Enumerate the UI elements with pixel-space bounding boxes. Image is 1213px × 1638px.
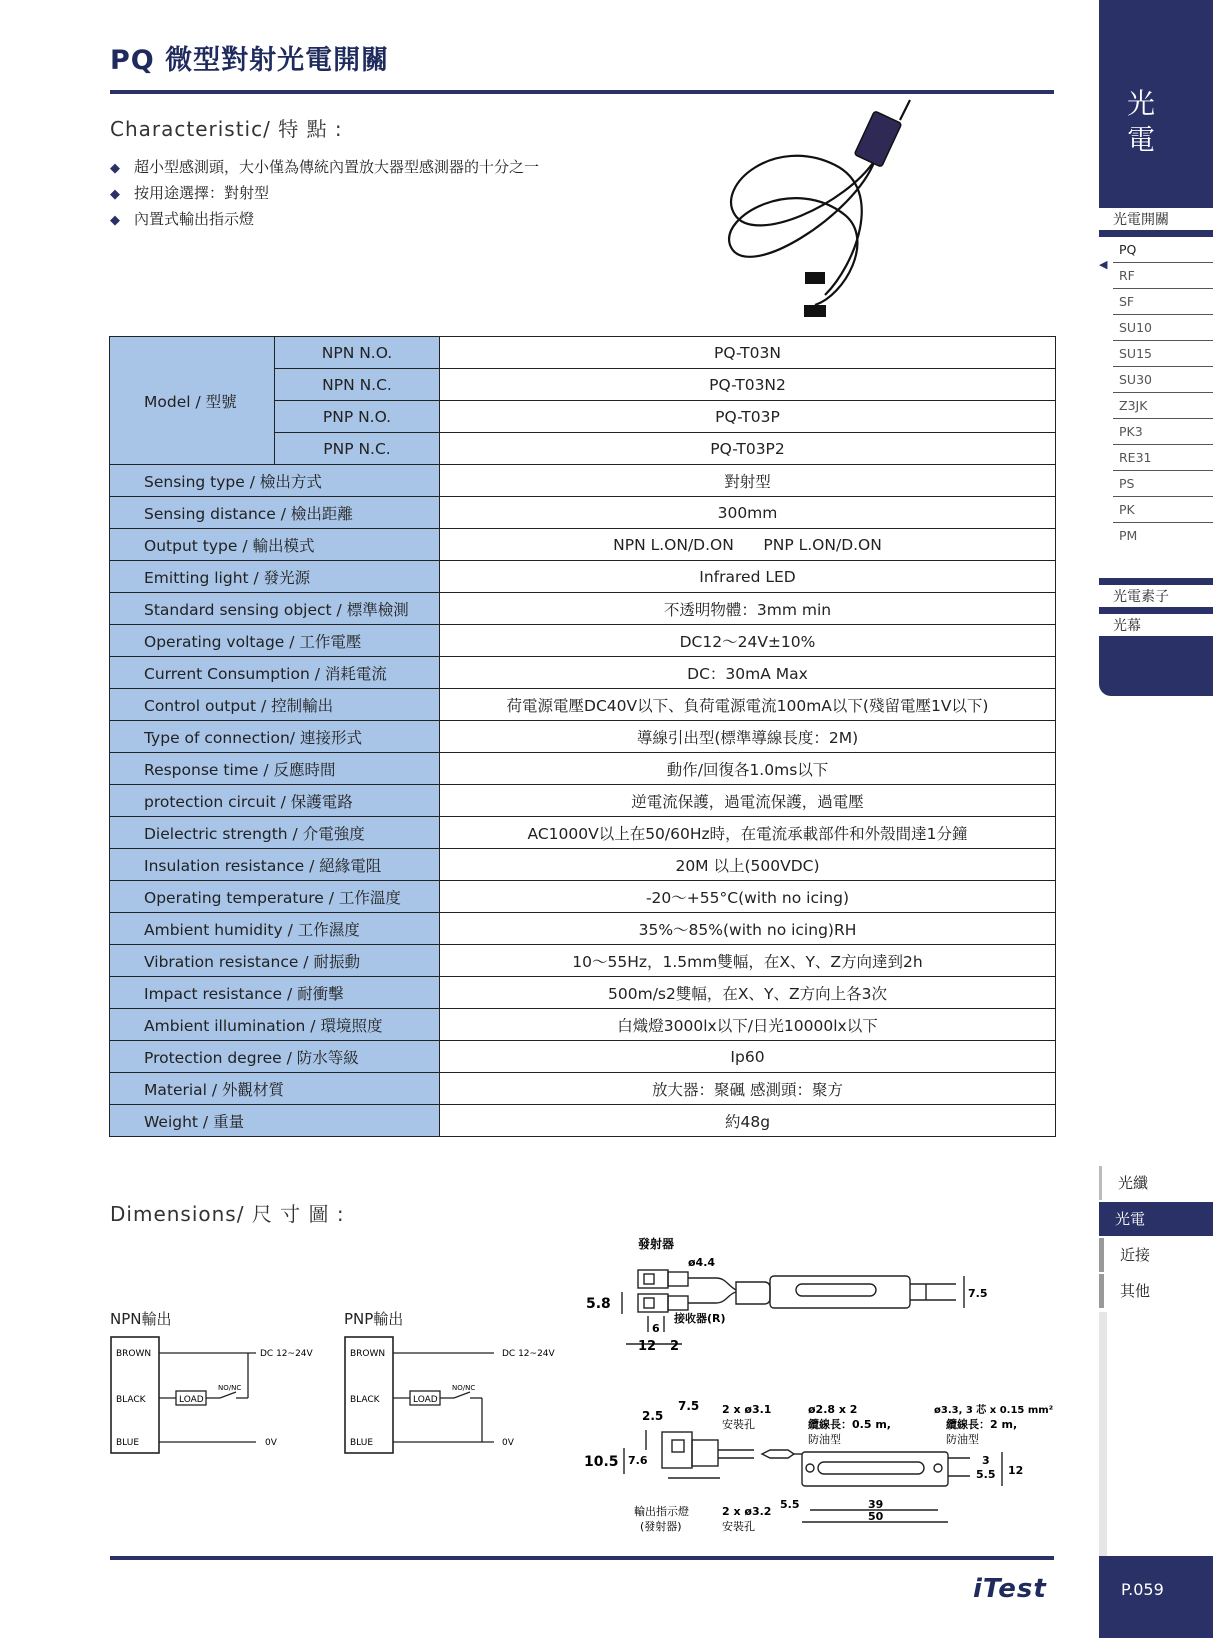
spec-value: 白熾燈3000lx以下/日光10000lx以下	[440, 1009, 1056, 1041]
load-label: LOAD	[413, 1395, 438, 1405]
category-tab-proximity[interactable]: 近接	[1099, 1238, 1213, 1272]
spec-label: Operating voltage / 工作電壓	[110, 625, 440, 657]
model-code-cell: PQ-T03P	[440, 401, 1056, 433]
wire-black-label: BLACK	[350, 1395, 380, 1405]
table-row	[110, 657, 1056, 689]
section-bar	[1099, 578, 1213, 585]
sidebar-item-ps[interactable]: PS	[1113, 471, 1213, 497]
spec-value: NPN L.ON/D.ON PNP L.ON/D.ON	[440, 529, 1056, 561]
spec-value: 對射型	[440, 465, 1056, 497]
sensor-head-dimension-drawing	[586, 1232, 1006, 1362]
spec-label: Response time / 反應時間	[110, 753, 440, 785]
wire-brown-label: BROWN	[116, 1349, 152, 1359]
oilproof-label: 防油型	[946, 1433, 979, 1446]
zero-volt-label: 0V	[265, 1438, 277, 1448]
spec-label: Sensing distance / 檢出距離	[110, 497, 440, 529]
table-row	[110, 1041, 1056, 1073]
spec-label: protection circuit / 保護電路	[110, 785, 440, 817]
spec-label: Protection degree / 防水等級	[110, 1041, 440, 1073]
diamond-bullet-icon: ◆	[110, 161, 120, 176]
title-divider	[110, 90, 1054, 94]
section-bar	[1099, 607, 1213, 614]
mount-hole-label: 安裝孔	[722, 1418, 755, 1431]
dim-12-b: 12	[1008, 1464, 1024, 1477]
dim-39: 39	[868, 1498, 884, 1511]
spec-value: 約48g	[440, 1105, 1056, 1137]
spec-value: 20M 以上(500VDC)	[440, 849, 1056, 881]
dim-6: 6	[652, 1322, 660, 1335]
sidebar-item-re31[interactable]: RE31	[1113, 445, 1213, 471]
sidebar-item-pq[interactable]: PQ	[1113, 237, 1213, 263]
footer-divider	[110, 1556, 1054, 1560]
sidebar-item-pk3[interactable]: PK3	[1113, 419, 1213, 445]
spec-label: Insulation resistance / 絕緣電阻	[110, 849, 440, 881]
table-row	[110, 721, 1056, 753]
supply-label: DC 12~24V	[502, 1349, 555, 1359]
table-row	[110, 593, 1056, 625]
pnp-wiring-diagram	[344, 1336, 564, 1456]
table-row	[110, 945, 1056, 977]
spec-value: 300mm	[440, 497, 1056, 529]
spec-value: Infrared LED	[440, 561, 1056, 593]
wire-brown-label: BROWN	[350, 1349, 386, 1359]
dim-50: 50	[868, 1510, 884, 1523]
category-tab-fiber[interactable]: 光纖	[1099, 1166, 1213, 1200]
spec-label: Output type / 輸出模式	[110, 529, 440, 561]
spec-value: 35%～85%(with no icing)RH	[440, 913, 1056, 945]
dim-2: 2	[670, 1339, 680, 1354]
table-row	[110, 497, 1056, 529]
table-row	[110, 529, 1056, 561]
cable28-length: 纜線長：0.5 m,	[808, 1418, 891, 1431]
table-row	[110, 1009, 1056, 1041]
supply-label: DC 12~24V	[260, 1349, 313, 1359]
spec-label: Dielectric strength / 介電強度	[110, 817, 440, 849]
spec-label: Material / 外觀材質	[110, 1073, 440, 1105]
cable28-label: ø2.8 x 2	[808, 1403, 858, 1416]
spec-label: Impact resistance / 耐衝擊	[110, 977, 440, 1009]
characteristics-list	[110, 155, 539, 233]
sidebar-scroll-track	[1099, 1312, 1107, 1556]
spec-label: Ambient humidity / 工作濕度	[110, 913, 440, 945]
spec-value: AC1000V以上在50/60Hz時，在電流承載部件和外殼間達1分鐘	[440, 817, 1056, 849]
dia44-label: ø4.4	[688, 1256, 716, 1269]
product-photo	[715, 95, 955, 325]
sidebar-item-sf[interactable]: SF	[1113, 289, 1213, 315]
sidebar-section-photoelectric-switch[interactable]: 光電開關	[1113, 212, 1169, 228]
spec-label: Type of connection/ 連接形式	[110, 721, 440, 753]
npn-output-title: NPN輸出	[110, 1310, 172, 1328]
list-item: ◆ 按用途選擇：對射型	[110, 181, 539, 207]
model-type-cell: PNP N.O.	[275, 401, 440, 433]
sidebar-item-pk[interactable]: PK	[1113, 497, 1213, 523]
emitter-label: 發射器	[638, 1237, 675, 1251]
table-row	[110, 689, 1056, 721]
amplifier-dimension-drawing	[584, 1400, 1054, 1540]
model-code-cell: PQ-T03N	[440, 337, 1056, 369]
active-arrow-icon: ◀	[1099, 258, 1108, 271]
dimensions-heading: Dimensions/ 尺 寸 圖 :	[110, 1202, 345, 1226]
section-bar	[1099, 230, 1213, 237]
table-row	[110, 881, 1056, 913]
spec-value: 不透明物體：3mm min	[440, 593, 1056, 625]
hole31-label: 2 x ø3.1	[722, 1403, 772, 1416]
characteristics-heading: Characteristic/ 特 點 :	[110, 117, 343, 141]
spec-label: Operating temperature / 工作溫度	[110, 881, 440, 913]
page-title: PQ 微型對射光電開關	[110, 45, 390, 76]
nonc-label: NO/NC	[452, 1384, 476, 1392]
spec-label: Current Consumption / 消耗電流	[110, 657, 440, 689]
spec-value: -20～+55°C(with no icing)	[440, 881, 1056, 913]
nonc-label: NO/NC	[218, 1384, 242, 1392]
brand-logo: iTest	[973, 1574, 1047, 1604]
table-row	[110, 817, 1056, 849]
model-code-cell: PQ-T03N2	[440, 369, 1056, 401]
indicator-sub-label: (發射器)	[640, 1520, 682, 1533]
npn-wiring-diagram	[110, 1336, 330, 1456]
table-row	[110, 625, 1056, 657]
pnp-output-title: PNP輸出	[344, 1310, 404, 1328]
wire-blue-label: BLUE	[350, 1438, 374, 1448]
dim-5-8: 5.8	[586, 1296, 611, 1312]
table-row	[110, 913, 1056, 945]
dim-7-5-a: 7.5	[968, 1287, 988, 1300]
list-item: ◆ 超小型感測頭，大小僅為傳統內置放大器型感測器的十分之一	[110, 155, 539, 181]
receiver-label: 接收器(R)	[674, 1312, 726, 1325]
category-tab-photoelectric[interactable]: 光電	[1099, 1202, 1213, 1236]
cable33-label: ø3.3, 3 芯 x 0.15 mm²	[934, 1405, 1054, 1416]
dim-12: 12	[638, 1339, 657, 1354]
dim-5-5-a: 5.5	[976, 1468, 996, 1481]
table-row	[110, 1105, 1056, 1137]
table-row	[110, 785, 1056, 817]
page-number: P.059	[1121, 1580, 1164, 1599]
model-type-cell: NPN N.C.	[275, 369, 440, 401]
spec-label: Standard sensing object / 標準檢測	[110, 593, 440, 625]
dim-2-5: 2.5	[642, 1409, 664, 1423]
list-item: ◆ 內置式輸出指示燈	[110, 207, 539, 233]
model-code-cell: PQ-T03P2	[440, 433, 1056, 465]
model-type-cell: NPN N.O.	[275, 337, 440, 369]
dim-10-5: 10.5	[584, 1454, 619, 1470]
spec-table	[109, 336, 1056, 1137]
spec-label: Vibration resistance / 耐振動	[110, 945, 440, 977]
dim-5-5-b: 5.5	[780, 1498, 800, 1511]
diamond-bullet-icon: ◆	[110, 213, 120, 228]
cable33-length: 纜線長：2 m,	[946, 1418, 1018, 1431]
wire-blue-label: BLUE	[116, 1438, 140, 1448]
table-row	[110, 337, 1056, 369]
spec-value: Ip60	[440, 1041, 1056, 1073]
spec-label: Control output / 控制輸出	[110, 689, 440, 721]
sidebar-item-rf[interactable]: RF	[1113, 263, 1213, 289]
table-row	[110, 849, 1056, 881]
sidebar-section-photo-element[interactable]: 光電素子	[1113, 589, 1169, 605]
dim-7-5-b: 7.5	[678, 1400, 700, 1413]
dim-3: 3	[982, 1454, 990, 1467]
spec-label: Weight / 重量	[110, 1105, 440, 1137]
sidebar-item-pm[interactable]: PM	[1119, 528, 1138, 543]
oilproof-label: 防油型	[808, 1433, 841, 1446]
load-label: LOAD	[179, 1395, 204, 1405]
table-row	[110, 1073, 1056, 1105]
spec-label: Emitting light / 發光源	[110, 561, 440, 593]
table-row	[110, 561, 1056, 593]
table-row	[110, 753, 1056, 785]
spec-value: 荷電源電壓DC40V以下、負荷電源電流100mA以下(殘留電壓1V以下)	[440, 689, 1056, 721]
table-row	[110, 977, 1056, 1009]
dim-7-6: 7.6	[628, 1454, 648, 1467]
sidebar-header-title: 光電	[1127, 87, 1156, 156]
spec-value: 10～55Hz，1.5mm雙幅，在X、Y、Z方向達到2h	[440, 945, 1056, 977]
spec-value: DC：30mA Max	[440, 657, 1056, 689]
spec-label: Sensing type / 檢出方式	[110, 465, 440, 497]
spec-label: Ambient illumination / 環境照度	[110, 1009, 440, 1041]
model-label: Model / 型號	[110, 337, 275, 465]
spec-value: 放大器：聚碸 感測頭：聚方	[440, 1073, 1056, 1105]
spec-value: 導線引出型(標準導線長度：2M)	[440, 721, 1056, 753]
sidebar-item-su30[interactable]: SU30	[1113, 367, 1213, 393]
mount-hole-label: 安裝孔	[722, 1520, 755, 1533]
sidebar-item-z3jk[interactable]: Z3JK	[1113, 393, 1213, 419]
sidebar-item-su10[interactable]: SU10	[1113, 315, 1213, 341]
diamond-bullet-icon: ◆	[110, 187, 120, 202]
model-type-cell: PNP N.C.	[275, 433, 440, 465]
category-tab-other[interactable]: 其他	[1099, 1274, 1213, 1308]
wire-black-label: BLACK	[116, 1395, 146, 1405]
sidebar-item-su15[interactable]: SU15	[1113, 341, 1213, 367]
indicator-label: 輸出指示燈	[634, 1505, 689, 1518]
spec-value: DC12～24V±10%	[440, 625, 1056, 657]
sidebar-block	[1099, 636, 1213, 696]
table-row	[110, 465, 1056, 497]
spec-value: 500m/s2雙幅，在X、Y、Z方向上各3次	[440, 977, 1056, 1009]
hole32-label: 2 x ø3.2	[722, 1505, 772, 1518]
sidebar-section-light-curtain[interactable]: 光幕	[1113, 618, 1141, 634]
zero-volt-label: 0V	[502, 1438, 514, 1448]
spec-value: 逆電流保護，過電流保護，過電壓	[440, 785, 1056, 817]
spec-value: 動作/回復各1.0ms以下	[440, 753, 1056, 785]
